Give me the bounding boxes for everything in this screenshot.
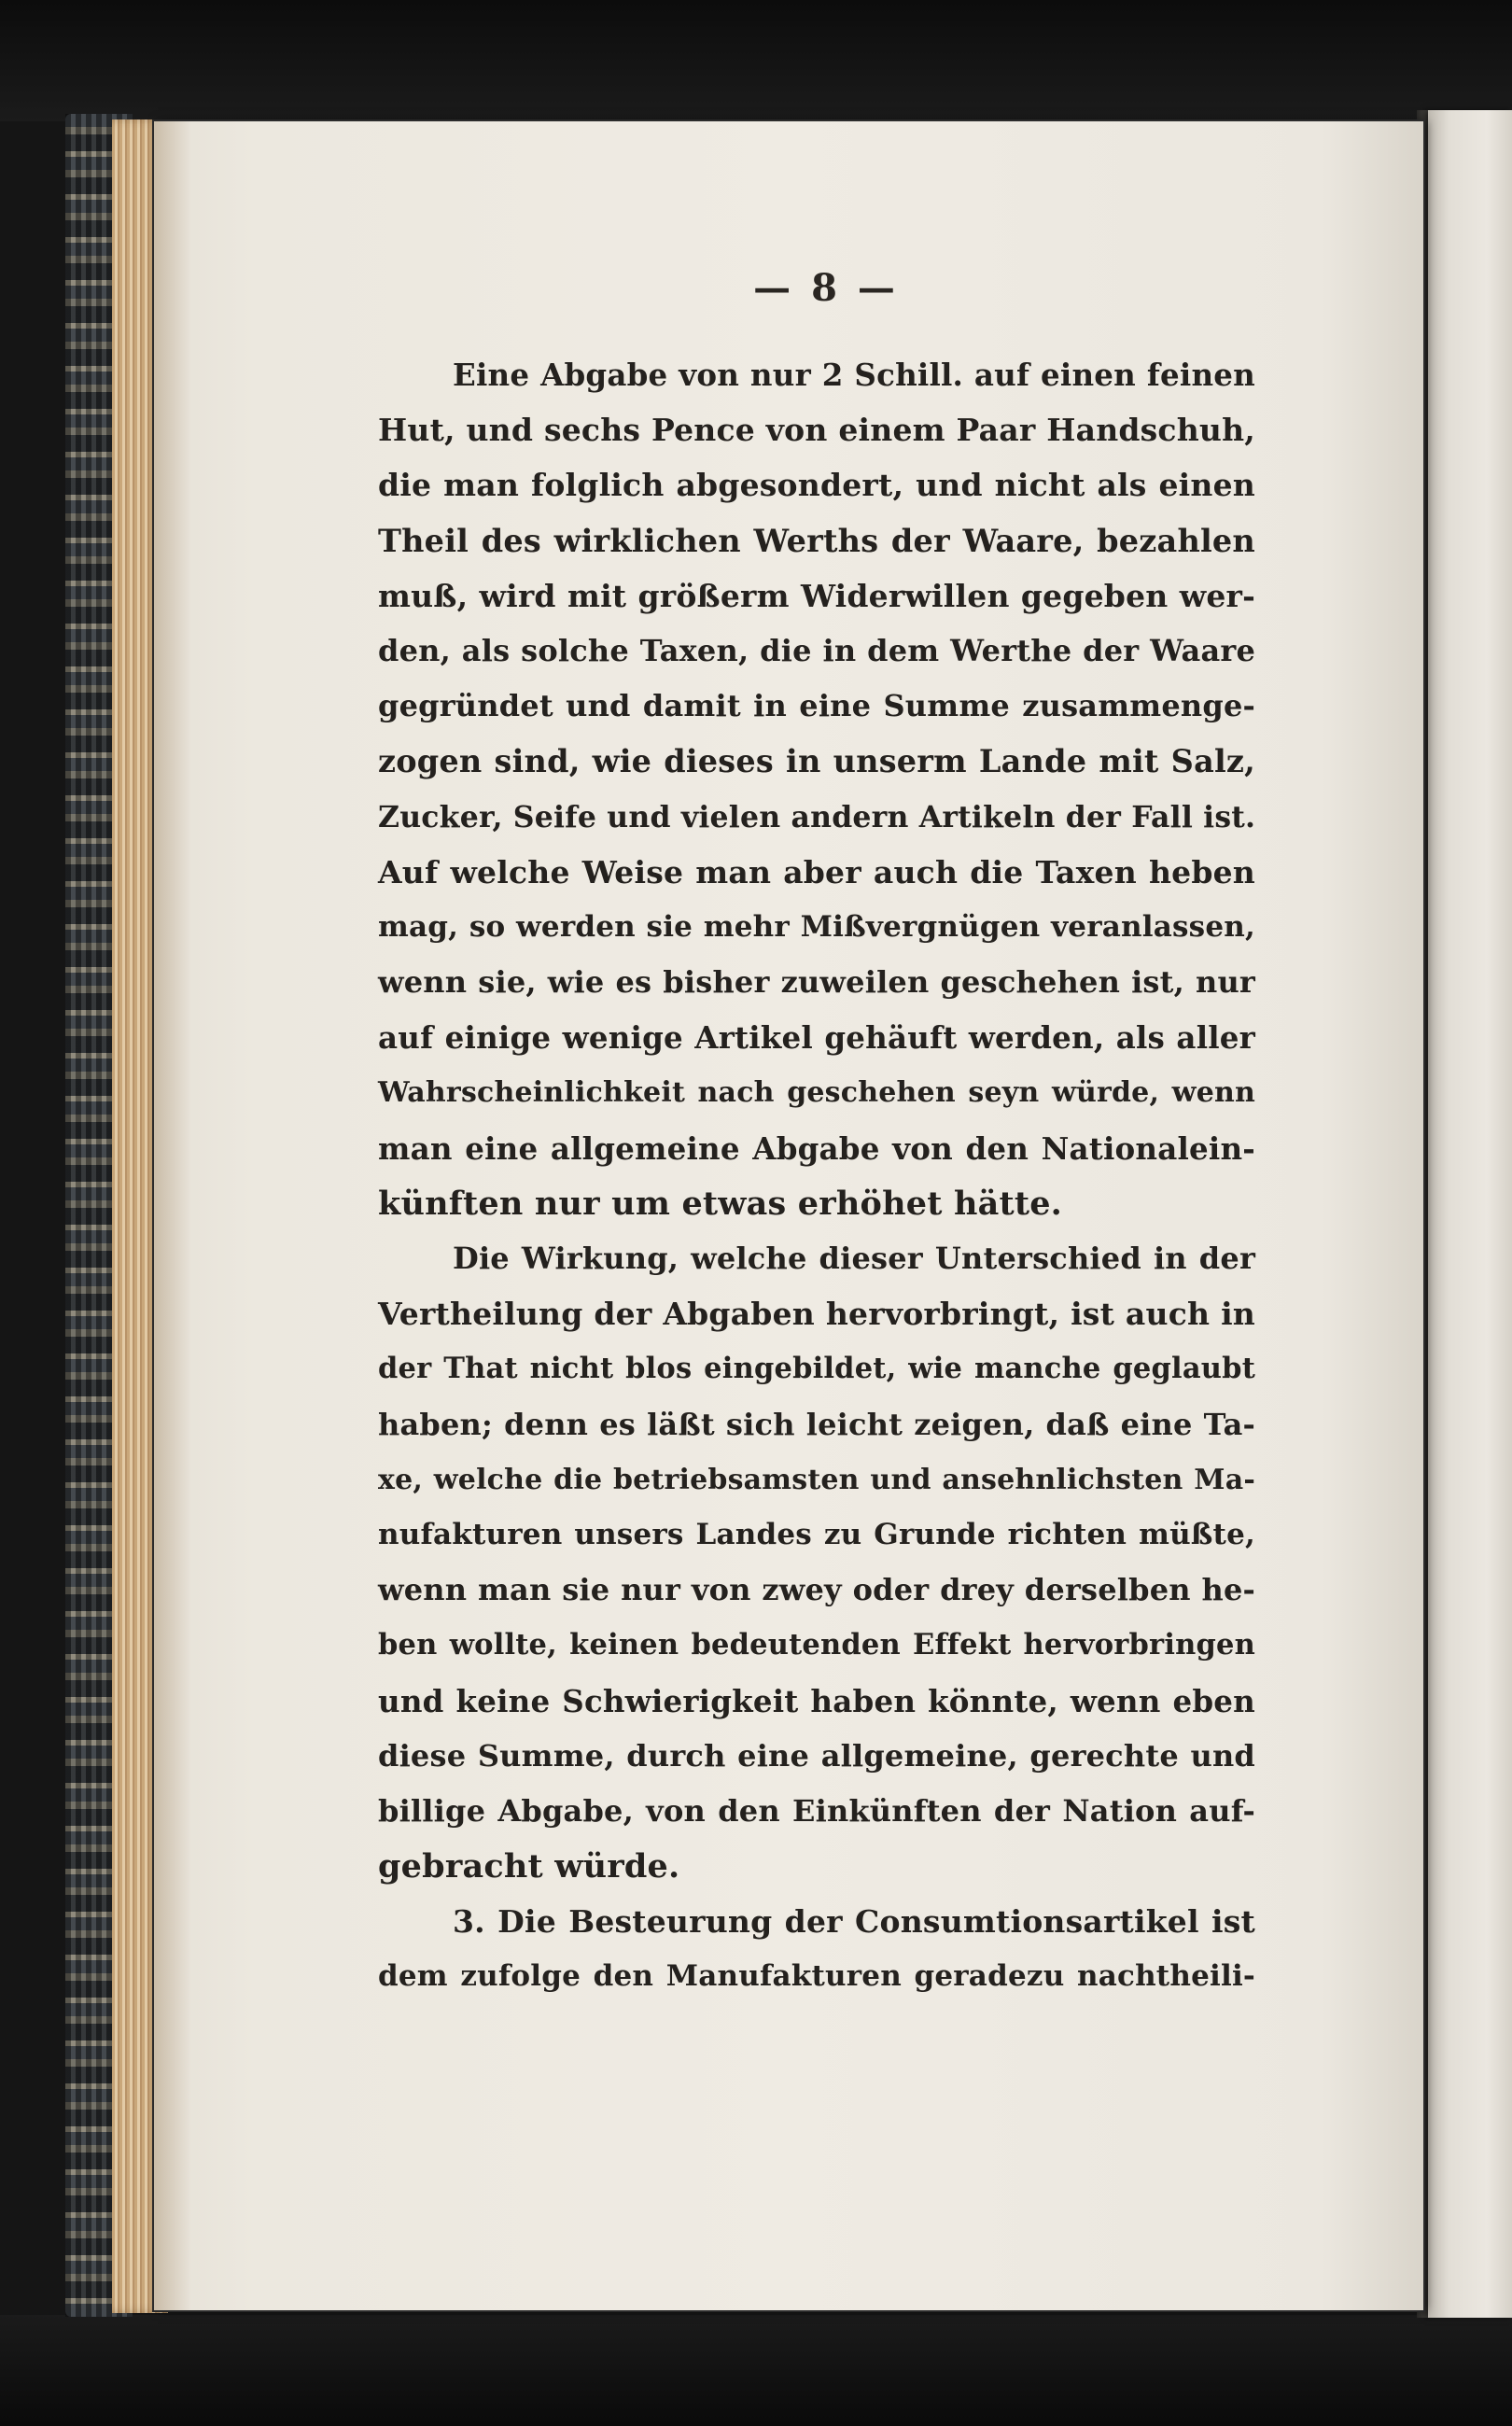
text-line: und keine Schwierigkeit haben könnte, wenn eben [378,1682,1255,1719]
text-line: zogen sind, wie dieses in unserm Lande mit Salz, [378,743,1255,780]
text-line: mag, so werden sie mehr Mißvergnügen veranlassen, [378,909,1255,944]
text-line: man eine allgemeine Abgabe von den Nationalein- [378,1129,1255,1167]
dark-background-bottom [0,2315,1512,2426]
text-line: xe, welche die betriebsamsten und ansehnlichsten Ma- [378,1463,1255,1496]
text-line: die man folglich abgesondert, und nicht als einen [378,467,1255,504]
text-line: der That nicht blos eingebildet, wie manche geglaubt [378,1352,1255,1386]
text-line: muß, wird mit größerm Widerwillen gegeben wer- [378,577,1255,614]
text-line: gebracht würde. [378,1847,680,1886]
text-line: den, als solche Taxen, die in dem Werthe der Waare [378,632,1255,668]
text-line: billige Abgabe, von den Einkünften der Nation auf- [378,1792,1255,1829]
text-line: auf einige wenige Artikel gehäuft werden, als aller [378,1019,1255,1057]
text-line: Hut, und sechs Pence von einem Paar Handschuh, [378,412,1255,449]
dark-background-top [0,0,1512,121]
next-page-sliver [1428,110,1512,2318]
text-line: haben; denn es läßt sich leicht zeigen, daß eine Ta- [378,1406,1255,1442]
text-line: künften nur um etwas erhöhet hätte. [378,1184,1063,1223]
text-line: Die Wirkung, welche dieser Unterschied in der [453,1241,1255,1276]
text-line: Auf welche Weise man aber auch die Taxen heben [378,853,1255,890]
text-line: Zucker, Seife und vielen andern Artikeln der Fall ist. [378,799,1256,834]
text-line: Eine Abgabe von nur 2 Schill. auf einen feinen [453,357,1255,393]
text-line: dem zufolge den Manufakturen geradezu nachtheili- [378,1959,1255,1994]
text-line: wenn man sie nur von zwey oder drey derselben he- [378,1572,1255,1608]
text-line: gegründet und damit in eine Summe zusammenge- [378,688,1255,724]
body-text [378,347,1255,2005]
text-line: ben wollte, keinen bedeutenden Effekt hervorbringen [378,1628,1255,1662]
text-line: nufakturen unsers Landes zu Grunde richten müßte, [378,1517,1255,1551]
text-line: Theil des wirklichen Werths der Waare, bezahlen [378,522,1255,559]
page-number-header: — 8 — [753,266,899,310]
text-line: Vertheilung der Abgaben hervorbringt, ist auch in [378,1296,1255,1333]
text-line: wenn sie, wie es bisher zuweilen geschehen ist, nur [378,964,1255,1001]
text-line: diese Summe, durch eine allgemeine, gerechte und [378,1737,1255,1774]
text-line: 3. Die Besteurung der Consumtionsartikel ist [453,1903,1255,1941]
text-line: Wahrscheinlichkeit nach geschehen seyn würde, wenn [378,1076,1255,1110]
